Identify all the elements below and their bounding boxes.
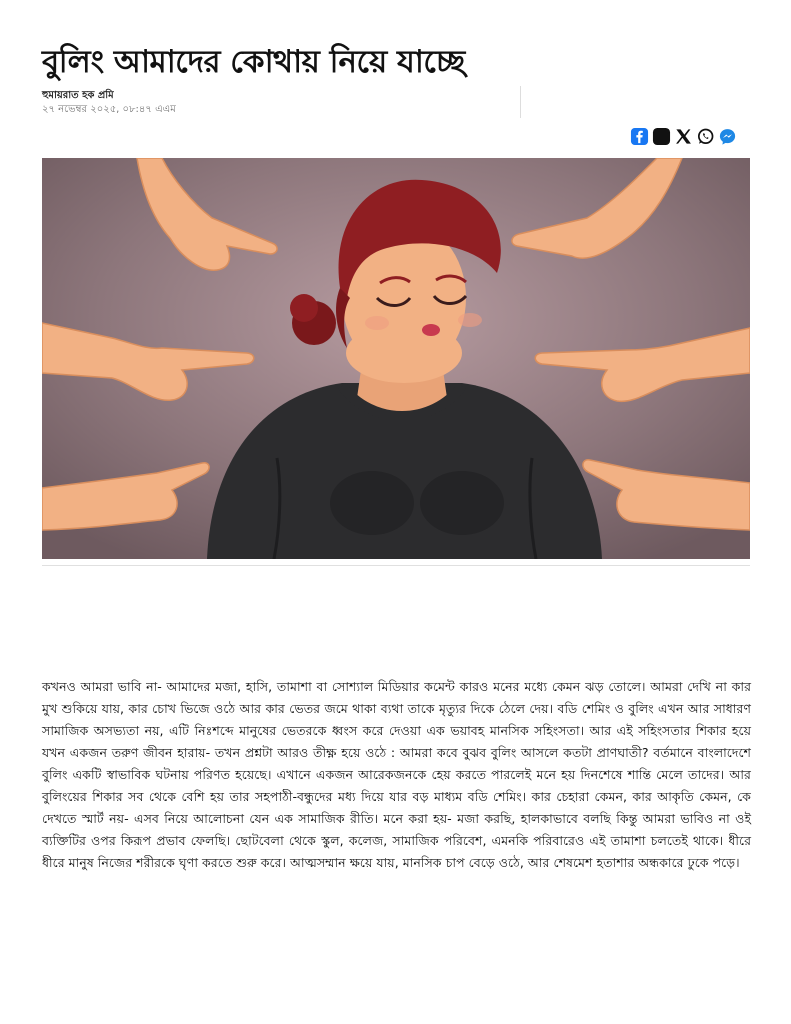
image-divider — [42, 565, 750, 566]
facebook-icon[interactable] — [630, 127, 649, 146]
publish-date: ২৭ নভেম্বর ২০২৫, ০৮:৪৭ এএম — [42, 104, 176, 115]
article-headline: বুলিং আমাদের কোথায় নিয়ে যাচ্ছে — [42, 44, 465, 80]
share-bar — [630, 127, 737, 146]
x-icon[interactable] — [674, 127, 693, 146]
messenger-icon[interactable] — [718, 127, 737, 146]
article-body: কখনও আমরা ভাবি না- আমাদের মজা, হাসি, তামাশা বা সোশ্যাল মিডিয়ার কমেন্ট কারও মনের মধ্যে কেমন ঝড় তোলে। আমরা দেখি না কার মুখ শুকিয়ে যায়, কার চোখ ভিজে ওঠে আর কার ভেতর জমে থাকা ব্যথা তাকে মৃত্যুর দিকে ঠেলে দেয়। বডি শেমিং ও বুলিং এখন আর সাধারণ সামাজিক অসভ্যতা নয়, এটি নিঃশব্দে মানুষের ভেতরকে ধ্বংস করে দেওয়া এক ভয়াবহ মানসিক সহিংসতা। আর এই সহিংসতার শিকার হয়ে যখন একজন তরুণ জীবন হারায়- তখন প্রশ্নটা আরও তীক্ষ্ণ হয়ে ওঠে : আমরা কবে বুঝব বুলিং আসলে কতটা প্রাণঘাতী? বর্তমানে বাংলাদেশে বুলিং একটি স্বাভাবিক ঘটনায় পরিণত হয়েছে। এখানে একজন আরেকজনকে হেয় করতে পারলেই মনে হয় দিনশেষে শান্তি মেলে তাদের। আর বুলিংয়ের শিকার সব থেকে বেশি হয় তার সহপাঠী-বন্ধুদের মধ্য দিয়ে যার বড় মাধ্যম বডি শেমিং। কার চেহারা কেমন, কার আকৃতি কেমন, কে দেখতে স্মার্ট নয়- এসব নিয়ে আলোচনা যেন এক সামাজিক রীতি। মনে করা হয়- মজা করছি, হালকাভাবে বলছি কিন্তু আমরা ভাবিও না ওই ব্যক্তিটির ওপর কিরূপ প্রভাব ফেলছি। ছোটবেলা থেকে স্কুল, কলেজ, সামাজিক পরিবেশ, এমনকি পরিবারেও এই তামাশা চলতেই থাকে। ধীরে ধীরে মানুষ নিজের শরীরকে ঘৃণা করতে শুরু করে। আত্মসম্মান ক্ষয়ে যায়, মানসিক চাপ বেড়ে ওঠে, আর শেষমেশ হতাশার অন্ধকারে ঢুকে পড়ে। — [42, 679, 751, 870]
hero-image — [42, 158, 750, 559]
header-divider — [520, 86, 521, 118]
instagram-icon[interactable] — [652, 127, 671, 146]
whatsapp-icon[interactable] — [696, 127, 715, 146]
author-name[interactable]: হুমায়রাত হক প্রমি — [42, 90, 114, 101]
